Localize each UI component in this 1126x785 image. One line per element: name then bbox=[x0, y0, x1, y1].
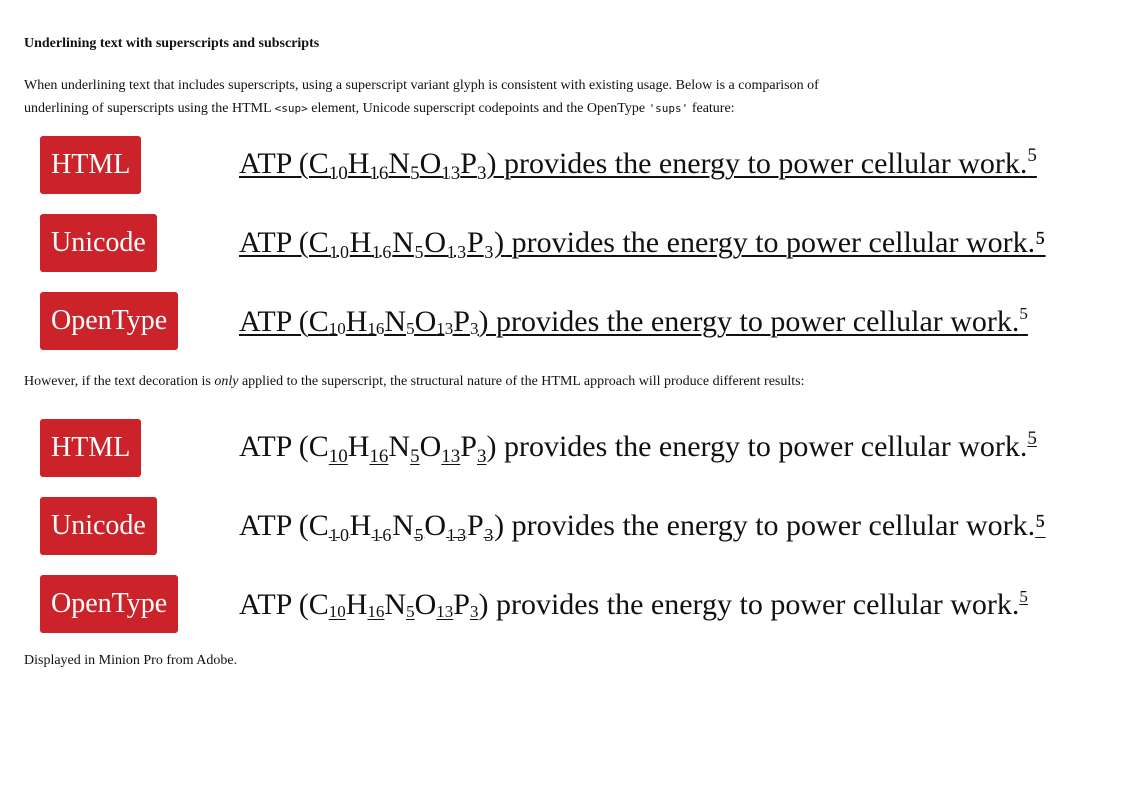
sup-code: <sup> bbox=[274, 102, 308, 115]
sentence-opentype-full: ATP (C10H16N5O13P3) provides the energy to power cellular work.$^5$ bbox=[239, 303, 1028, 338]
page bbox=[24, 36, 1104, 669]
row-html-partial bbox=[40, 419, 1104, 477]
label-unicode: Unicode bbox=[40, 214, 157, 272]
intro-text-1: When underlining text that includes superscripts, using a superscript variant glyph is consistent with existing usage. Below is a comparison of underlining of superscripts using the HTML bbox=[24, 78, 819, 116]
second-text-2: applied to the superscript, the structural nature of the HTML approach will produce different results: bbox=[238, 374, 805, 389]
footer-note: Displayed in Minion Pro from Adobe. bbox=[24, 653, 238, 668]
label-opentype: OpenType bbox=[40, 292, 178, 350]
sentence-unicode-partial: ATP (C₁₀H₁₆N₅O₁₃P₃) provides the energy to power cellular work.⁵ bbox=[239, 509, 1046, 542]
intro-text-2: element, Unicode superscript codepoints and the OpenType bbox=[307, 101, 649, 116]
sentence-unicode-full: ATP (C₁₀H₁₆N₅O₁₃P₃) provides the energy to power cellular work.⁵ bbox=[239, 226, 1046, 259]
label-html: HTML bbox=[40, 136, 141, 194]
sentence-opentype-partial: ATP (C10H16N5O13P3) provides the energy to power cellular work.$^5$ bbox=[239, 586, 1028, 621]
comparison-full-underline bbox=[40, 136, 1104, 350]
second-paragraph bbox=[24, 370, 824, 393]
row-unicode-full bbox=[40, 214, 1104, 272]
label-html-2: HTML bbox=[40, 419, 141, 477]
intro-text-3: feature: bbox=[688, 101, 735, 116]
label-opentype-2: OpenType bbox=[40, 575, 178, 633]
row-html-full bbox=[40, 136, 1104, 194]
sentence-html-full: ATP $(C_{10}H_{16}N_5O_{13}P_3)$ provides the energy to power cellular work.$^5$ bbox=[239, 145, 1037, 184]
row-opentype-full bbox=[40, 292, 1104, 350]
sentence-html-partial: ATP $(C_{10}H_{16}N_5O_{13}P_3)$ provides the energy to power cellular work.$^5$ bbox=[239, 428, 1037, 467]
comparison-partial-underline bbox=[40, 419, 1104, 633]
row-unicode-partial bbox=[40, 497, 1104, 555]
intro-paragraph bbox=[24, 74, 824, 120]
page-title: Underlining text with superscripts and subscripts bbox=[24, 36, 320, 51]
label-unicode-2: Unicode bbox=[40, 497, 157, 555]
second-text-1: However, if the text decoration is bbox=[24, 374, 215, 389]
emphasis-only: only bbox=[214, 374, 239, 389]
sups-code: 'sups' bbox=[648, 102, 689, 115]
row-opentype-partial bbox=[40, 575, 1104, 633]
